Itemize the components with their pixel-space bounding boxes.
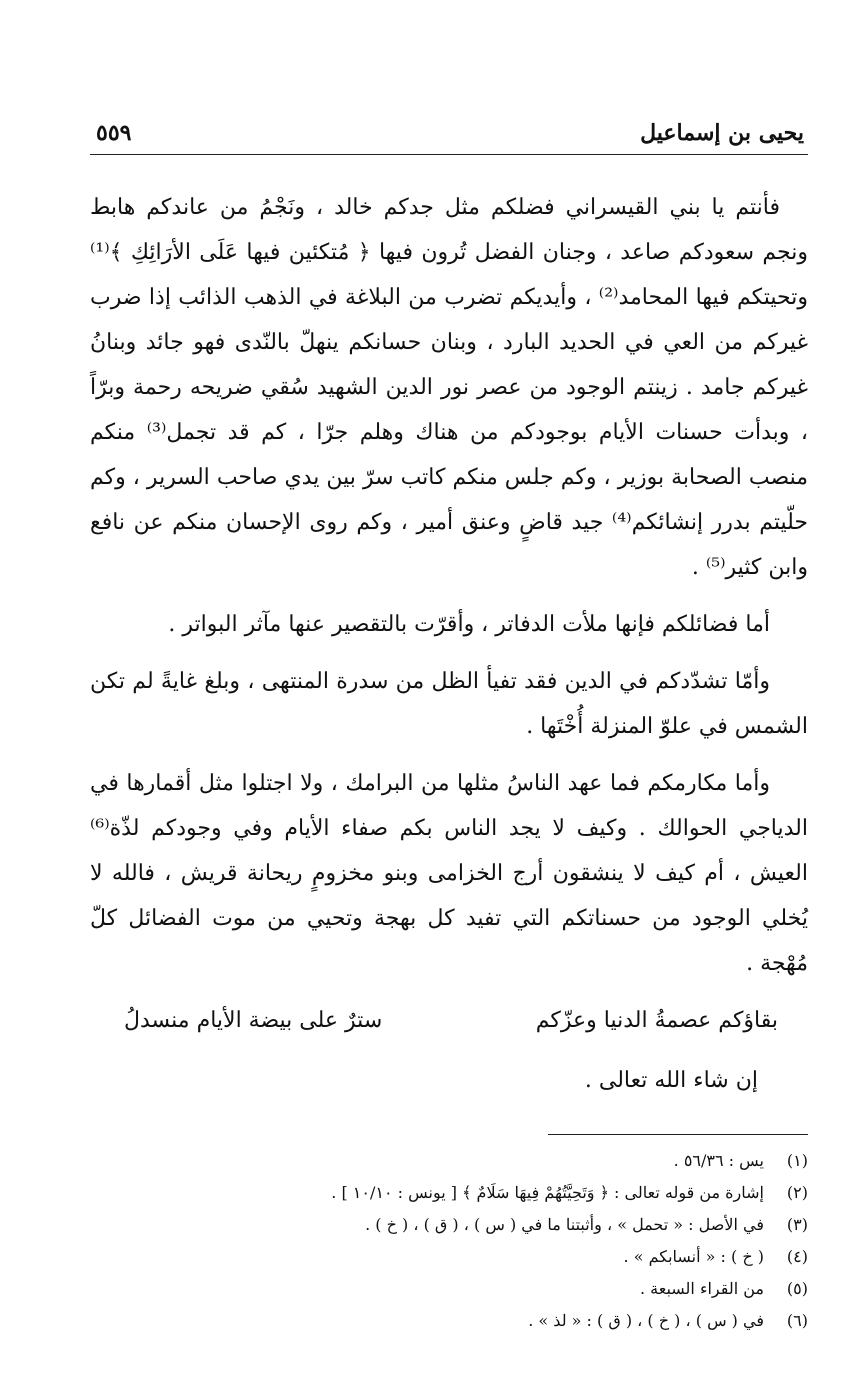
footnote-text: من القراء السبعة . — [639, 1279, 764, 1298]
verse-first-hemistich: بقاؤكم عصمةُ الدنيا وعزّكم — [535, 1008, 778, 1033]
footnote-text: في ( س ) ، ( خ ) ، ( ق ) : « لذ » . — [528, 1311, 764, 1330]
footnote — [90, 1305, 808, 1337]
footnote-separator — [548, 1134, 808, 1135]
footnote-number: (٤) — [786, 1247, 808, 1266]
footnote-number: (١) — [786, 1151, 808, 1170]
paragraph: وأمّا تشدّدكم في الدين فقد تفيأ الظل من سدرة المنتهى ، وبلغ غايةً لم تكن الشمس في علوّ المنزلة أُخْتَها . — [90, 669, 808, 739]
footnote-number: (٢) — [786, 1183, 808, 1202]
paragraph: وأما مكارمكم فما عهد الناسُ مثلها من البرامك ، ولا اجتلوا مثل أقمارها في الدياجي الحوالك . وكيف لا يجد الناس بكم صفاء الأيام وفي وجودكم لذّة⁽⁶⁾ العيش ، أم كيف لا ينشقون أرج الخزامى وبنو مخزومٍ ريحانة قريش ، فالله لا يُخلي الوجود من حسناتكم التي تفيد كل بهجة وتحيي من موت الفضائل كلّ مُهْجة . — [90, 771, 808, 976]
paragraph: فأنتم يا بني القيسراني فضلكم مثل جدكم خالد ، ونَجْمُ من عاندكم هابط ونجم سعودكم صاعد ، وجنان الفضل تُرون فيها ﴿ مُتكئين فيها عَلَى الأرَائِكِ ﴾⁽¹⁾ وتحيتكم فيها المحامد⁽²⁾ ، وأيديكم تضرب من البلاغة في الذهب الذائب إذا ضرب غيركم من العي في الحديد البارد ، وبنان حسانكم ينهلّ بالنّدى فهو جائد وبنانُ غيركم جامد . زينتم الوجود من عصر نور الدين الشهيد سُقي ضريحه رحمة وبرّاً ، وبدأت حسنات الأيام بوجودكم من هناك وهلم جرّا ، كم قد تجمل⁽³⁾ منكم منصب الصحابة بوزير ، وكم جلس منكم كاتب سرّ بين يدي صاحب السرير ، وكم حلّيتم بدرر إنشائكم⁽⁴⁾ جيد قاضٍ وعنق أمير ، وكم روى الإحسان منكم عن نافع وابن كثير⁽⁵⁾ . — [90, 195, 808, 580]
footnotes — [90, 1145, 808, 1337]
footnote-text: ( خ ) : « أنسابكم » . — [623, 1247, 764, 1266]
poem-verse — [90, 998, 808, 1044]
footnote-text: في الأصل : « تحمل » ، وأثبتنا ما في ( س ) ، ( ق ) ، ( خ ) . — [365, 1215, 764, 1234]
footnote — [90, 1145, 808, 1177]
page-header — [90, 110, 808, 155]
closing-line: إن شاء الله تعالى . — [584, 1068, 758, 1093]
main-text — [90, 185, 808, 1104]
paragraph: أما فضائلكم فإنها ملأت الدفاتر ، وأقرّت بالتقصير عنها مآثر البواتر . — [168, 612, 770, 637]
footnote-text: يس : ٥٦/٣٦ . — [673, 1151, 764, 1170]
footnote-text: إشارة من قوله تعالى : ﴿ وَتَحِيَّتُهُمْ فِيهَا سَلَامٌ ﴾ [ يونس : ١٠/١٠ ] . — [331, 1183, 764, 1202]
footnote — [90, 1273, 808, 1305]
footnote-number: (٥) — [786, 1279, 808, 1298]
book-page — [90, 110, 808, 1337]
footnote-number: (٦) — [786, 1311, 808, 1330]
footnote — [90, 1241, 808, 1273]
running-title: يحيى بن إسماعيل — [640, 120, 804, 146]
footnote-number: (٣) — [786, 1215, 808, 1234]
verse-second-hemistich: سترٌ على بيضة الأيام منسدلُ — [124, 1008, 383, 1033]
footnote — [90, 1209, 808, 1241]
page-number: ٥٥٩ — [96, 120, 132, 146]
footnote — [90, 1177, 808, 1209]
